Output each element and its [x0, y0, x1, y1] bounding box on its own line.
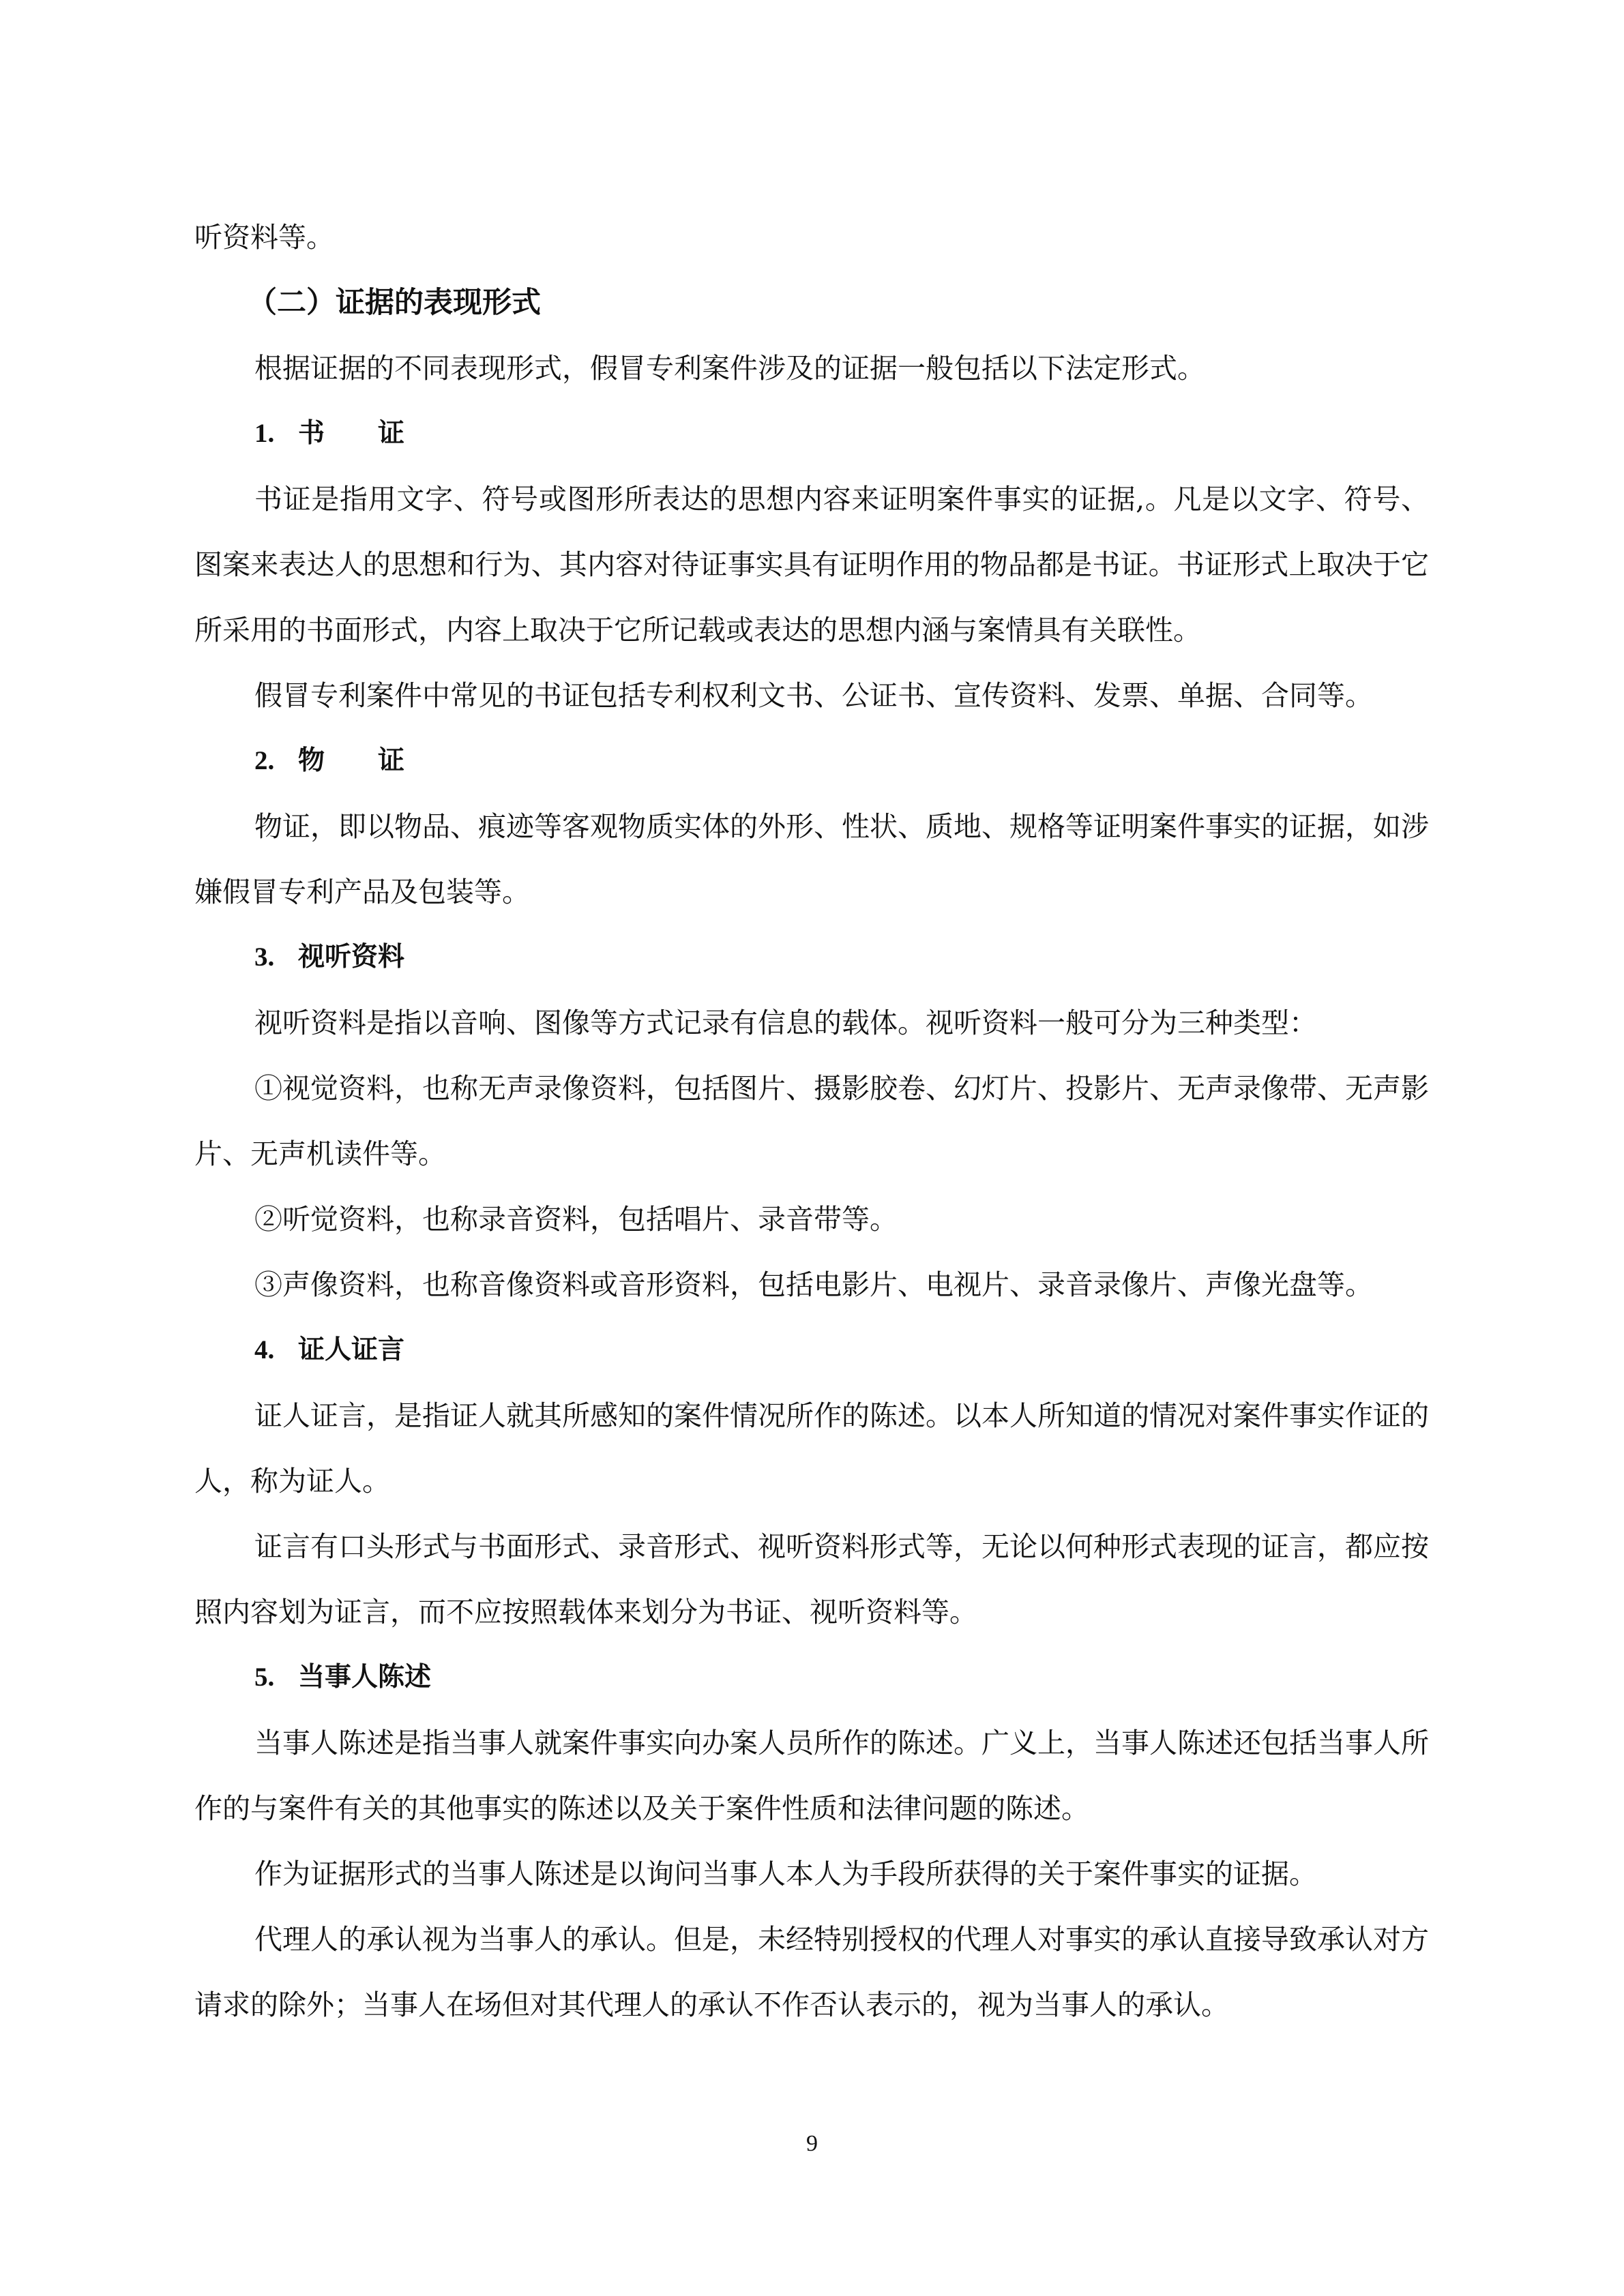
paragraph: 证言有口头形式与书面形式、录音形式、视听资料形式等，无论以何种形式表现的证言，都应按照内容划为证言，而不应按照载体来划分为书证、视听资料等。	[194, 1530, 1429, 1628]
item-heading-4	[194, 1317, 1429, 1383]
item-number: 5.	[254, 1663, 275, 1692]
item-title: 物 证	[298, 745, 405, 776]
paragraph: 代理人的承认视为当事人的承认。但是，未经特别授权的代理人对事实的承认直接导致承认对方请求的除外；当事人在场但对其代理人的承认不作否认表示的，视为当事人的承认。	[194, 1923, 1429, 2021]
item-number: 4.	[254, 1335, 275, 1365]
page-content	[194, 205, 1429, 2038]
paragraph: 证人证言，是指证人就其所感知的案件情况所作的陈述。以本人所知道的情况对案件事实作证的人，称为证人。	[194, 1399, 1429, 1497]
paragraph: 作为证据形式的当事人陈述是以询问当事人本人为手段所获得的关于案件事实的证据。	[254, 1858, 1317, 1890]
paragraph: ①视觉资料，也称无声录像资料，包括图片、摄影胶卷、幻灯片、投影片、无声录像带、无声影片、无声机读件等。	[194, 1072, 1429, 1170]
paragraph: ③声像资料，也称音像资料或音形资料，包括电影片、电视片、录音录像片、声像光盘等。	[254, 1268, 1373, 1301]
item-title: 视听资料	[298, 942, 405, 972]
paragraph: 假冒专利案件中常见的书证包括专利权利文书、公证书、宣传资料、发票、单据、合同等。	[254, 679, 1373, 712]
item-heading-3	[194, 925, 1429, 990]
section-heading: （二）证据的表现形式	[248, 286, 541, 320]
paragraph: ②听觉资料，也称录音资料，包括唱片、录音带等。	[254, 1203, 898, 1236]
continuation-paragraph: 听资料等。	[194, 221, 334, 254]
item-heading-5	[194, 1645, 1429, 1710]
item-title: 书 证	[298, 418, 405, 449]
paragraph: 物证，即以物品、痕迹等客观物质实体的外形、性状、质地、规格等证明案件事实的证据，如涉嫌假冒专利产品及包装等。	[194, 810, 1429, 908]
intro-paragraph: 根据证据的不同表现形式，假冒专利案件涉及的证据一般包括以下法定形式。	[254, 352, 1205, 385]
item-number: 3.	[254, 942, 275, 972]
item-number: 2.	[254, 746, 275, 775]
item-title: 当事人陈述	[298, 1662, 432, 1693]
page-number: 9	[806, 2131, 818, 2156]
item-heading-1	[194, 401, 1429, 466]
item-heading-2	[194, 728, 1429, 794]
paragraph: 当事人陈述是指当事人就案件事实向办案人员所作的陈述。广义上，当事人陈述还包括当事人所作的与案件有关的其他事实的陈述以及关于案件性质和法律问题的陈述。	[194, 1727, 1429, 1825]
paragraph: 视听资料是指以音响、图像等方式记录有信息的载体。视听资料一般可分为三种类型：	[254, 1007, 1317, 1039]
paragraph: 书证是指用文字、符号或图形所表达的思想内容来证明案件事实的证据,。凡是以文字、符号、图案来表达人的思想和行为、其内容对待证事实具有证明作用的物品都是书证。书证形式上取决于它所采用的书面形式，内容上取决于它所记载或表达的思想内涵与案情具有关联性。	[194, 483, 1429, 646]
item-title: 证人证言	[298, 1335, 405, 1365]
item-number: 1.	[254, 419, 275, 448]
